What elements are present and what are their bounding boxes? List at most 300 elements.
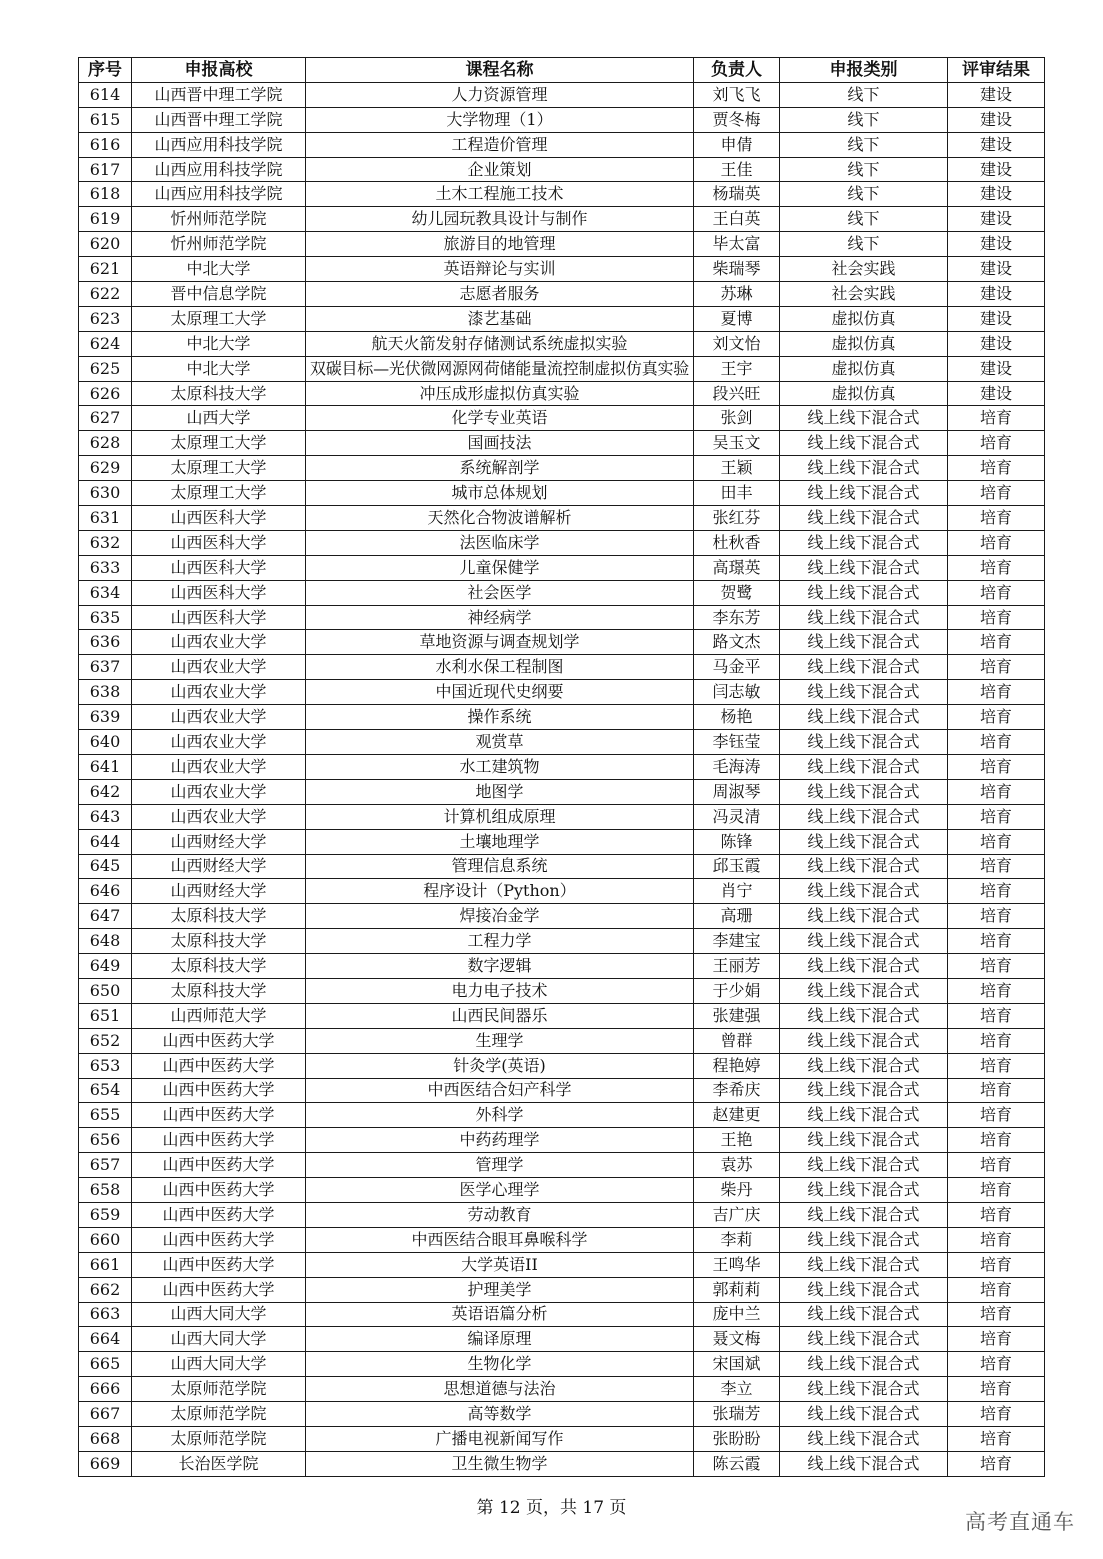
table-row xyxy=(79,580,1045,605)
cell-index: 635 xyxy=(79,605,132,630)
cell-school: 山西中医药大学 xyxy=(132,1128,306,1153)
cell-course: 医学心理学 xyxy=(306,1178,694,1203)
header-course: 课程名称 xyxy=(306,58,694,83)
cell-index: 618 xyxy=(79,182,132,207)
cell-course: 航天火箭发射存储测试系统虚拟实验 xyxy=(306,331,694,356)
cell-index: 631 xyxy=(79,506,132,531)
cell-school: 太原理工大学 xyxy=(132,431,306,456)
cell-school: 太原理工大学 xyxy=(132,306,306,331)
cell-category: 线下 xyxy=(780,132,948,157)
cell-school: 山西中医药大学 xyxy=(132,1202,306,1227)
table-row xyxy=(79,381,1045,406)
cell-category: 虚拟仿真 xyxy=(780,331,948,356)
table-row xyxy=(79,282,1045,307)
cell-course: 志愿者服务 xyxy=(306,282,694,307)
cell-category: 线上线下混合式 xyxy=(780,879,948,904)
cell-index: 622 xyxy=(79,282,132,307)
cell-course: 水利水保工程制图 xyxy=(306,655,694,680)
cell-result: 培育 xyxy=(948,630,1045,655)
cell-school: 山西医科大学 xyxy=(132,506,306,531)
table-row xyxy=(79,655,1045,680)
cell-index: 626 xyxy=(79,381,132,406)
cell-course: 地图学 xyxy=(306,779,694,804)
cell-result: 培育 xyxy=(948,779,1045,804)
cell-lead: 张盼盼 xyxy=(694,1426,780,1451)
cell-result: 培育 xyxy=(948,1402,1045,1427)
cell-school: 山西大同大学 xyxy=(132,1327,306,1352)
cell-school: 山西应用科技学院 xyxy=(132,132,306,157)
cell-result: 建设 xyxy=(948,132,1045,157)
cell-result: 培育 xyxy=(948,1277,1045,1302)
cell-index: 636 xyxy=(79,630,132,655)
table-row xyxy=(79,1028,1045,1053)
cell-school: 山西中医药大学 xyxy=(132,1277,306,1302)
cell-school: 山西农业大学 xyxy=(132,630,306,655)
cell-school: 山西晋中理工学院 xyxy=(132,107,306,132)
cell-index: 641 xyxy=(79,754,132,779)
cell-index: 656 xyxy=(79,1128,132,1153)
cell-result: 培育 xyxy=(948,1028,1045,1053)
table-row xyxy=(79,1402,1045,1427)
cell-index: 621 xyxy=(79,257,132,282)
cell-category: 虚拟仿真 xyxy=(780,381,948,406)
cell-course: 数字逻辑 xyxy=(306,954,694,979)
cell-lead: 杜秋香 xyxy=(694,530,780,555)
table-row xyxy=(79,1128,1045,1153)
cell-result: 培育 xyxy=(948,1352,1045,1377)
cell-result: 培育 xyxy=(948,954,1045,979)
cell-result: 建设 xyxy=(948,331,1045,356)
cell-lead: 袁苏 xyxy=(694,1153,780,1178)
cell-school: 太原师范学院 xyxy=(132,1426,306,1451)
table-row xyxy=(79,132,1045,157)
cell-school: 中北大学 xyxy=(132,356,306,381)
table-row xyxy=(79,879,1045,904)
cell-lead: 李建宝 xyxy=(694,929,780,954)
cell-lead: 王丽芳 xyxy=(694,954,780,979)
header-lead: 负责人 xyxy=(694,58,780,83)
table-row xyxy=(79,904,1045,929)
cell-result: 培育 xyxy=(948,530,1045,555)
cell-course: 编译原理 xyxy=(306,1327,694,1352)
cell-index: 657 xyxy=(79,1153,132,1178)
cell-index: 640 xyxy=(79,730,132,755)
cell-lead: 张建强 xyxy=(694,1003,780,1028)
table-row xyxy=(79,530,1045,555)
cell-school: 太原理工大学 xyxy=(132,481,306,506)
cell-course: 电力电子技术 xyxy=(306,978,694,1003)
cell-category: 线上线下混合式 xyxy=(780,1252,948,1277)
cell-lead: 王鸣华 xyxy=(694,1252,780,1277)
cell-lead: 肖宁 xyxy=(694,879,780,904)
cell-course: 双碳目标—光伏微网源网荷储能量流控制虚拟仿真实验 xyxy=(306,356,694,381)
cell-school: 山西农业大学 xyxy=(132,655,306,680)
cell-result: 培育 xyxy=(948,1178,1045,1203)
cell-course: 城市总体规划 xyxy=(306,481,694,506)
cell-index: 627 xyxy=(79,406,132,431)
cell-index: 655 xyxy=(79,1103,132,1128)
cell-lead: 贾冬梅 xyxy=(694,107,780,132)
cell-result: 培育 xyxy=(948,730,1045,755)
cell-school: 山西财经大学 xyxy=(132,829,306,854)
cell-course: 化学专业英语 xyxy=(306,406,694,431)
table-row xyxy=(79,456,1045,481)
cell-lead: 王白英 xyxy=(694,207,780,232)
header-index: 序号 xyxy=(79,58,132,83)
cell-result: 培育 xyxy=(948,1128,1045,1153)
cell-index: 652 xyxy=(79,1028,132,1053)
table-row xyxy=(79,555,1045,580)
cell-index: 661 xyxy=(79,1252,132,1277)
cell-course: 生物化学 xyxy=(306,1352,694,1377)
table-row xyxy=(79,331,1045,356)
cell-category: 线上线下混合式 xyxy=(780,829,948,854)
cell-course: 天然化合物波谱解析 xyxy=(306,506,694,531)
cell-school: 山西师范大学 xyxy=(132,1003,306,1028)
cell-category: 线上线下混合式 xyxy=(780,456,948,481)
cell-index: 664 xyxy=(79,1327,132,1352)
cell-category: 线下 xyxy=(780,182,948,207)
cell-course: 高等数学 xyxy=(306,1402,694,1427)
table-row xyxy=(79,1202,1045,1227)
cell-course: 计算机组成原理 xyxy=(306,804,694,829)
cell-index: 628 xyxy=(79,431,132,456)
table-row xyxy=(79,506,1045,531)
cell-lead: 陈云霞 xyxy=(694,1451,780,1476)
cell-school: 山西农业大学 xyxy=(132,730,306,755)
cell-lead: 杨艳 xyxy=(694,705,780,730)
cell-lead: 段兴旺 xyxy=(694,381,780,406)
cell-lead: 周淑琴 xyxy=(694,779,780,804)
cell-category: 线上线下混合式 xyxy=(780,1451,948,1476)
cell-course: 企业策划 xyxy=(306,157,694,182)
cell-category: 线上线下混合式 xyxy=(780,904,948,929)
cell-index: 651 xyxy=(79,1003,132,1028)
cell-index: 617 xyxy=(79,157,132,182)
cell-lead: 毛海涛 xyxy=(694,754,780,779)
cell-lead: 邱玉霞 xyxy=(694,854,780,879)
cell-index: 614 xyxy=(79,82,132,107)
cell-lead: 张剑 xyxy=(694,406,780,431)
table-row xyxy=(79,680,1045,705)
cell-course: 水工建筑物 xyxy=(306,754,694,779)
cell-lead: 王艳 xyxy=(694,1128,780,1153)
cell-school: 山西应用科技学院 xyxy=(132,182,306,207)
cell-course: 护理美学 xyxy=(306,1277,694,1302)
cell-school: 山西农业大学 xyxy=(132,779,306,804)
table-row xyxy=(79,804,1045,829)
cell-index: 644 xyxy=(79,829,132,854)
cell-lead: 路文杰 xyxy=(694,630,780,655)
table-row xyxy=(79,1327,1045,1352)
table-row xyxy=(79,82,1045,107)
cell-index: 639 xyxy=(79,705,132,730)
cell-school: 中北大学 xyxy=(132,331,306,356)
cell-index: 615 xyxy=(79,107,132,132)
cell-result: 建设 xyxy=(948,157,1045,182)
cell-course: 程序设计（Python） xyxy=(306,879,694,904)
cell-result: 建设 xyxy=(948,182,1045,207)
cell-course: 土壤地理学 xyxy=(306,829,694,854)
cell-result: 建设 xyxy=(948,232,1045,257)
cell-index: 667 xyxy=(79,1402,132,1427)
cell-index: 663 xyxy=(79,1302,132,1327)
cell-course: 管理信息系统 xyxy=(306,854,694,879)
cell-category: 线上线下混合式 xyxy=(780,754,948,779)
cell-result: 培育 xyxy=(948,929,1045,954)
cell-lead: 毕太富 xyxy=(694,232,780,257)
table-row xyxy=(79,954,1045,979)
table-row xyxy=(79,854,1045,879)
table-row xyxy=(79,829,1045,854)
cell-result: 培育 xyxy=(948,655,1045,680)
table-row xyxy=(79,356,1045,381)
cell-school: 太原科技大学 xyxy=(132,381,306,406)
cell-result: 培育 xyxy=(948,605,1045,630)
cell-category: 线上线下混合式 xyxy=(780,1227,948,1252)
table-row xyxy=(79,929,1045,954)
cell-result: 培育 xyxy=(948,555,1045,580)
cell-course: 管理学 xyxy=(306,1153,694,1178)
cell-school: 山西中医药大学 xyxy=(132,1252,306,1277)
cell-category: 线下 xyxy=(780,82,948,107)
cell-result: 培育 xyxy=(948,829,1045,854)
cell-lead: 张红芬 xyxy=(694,506,780,531)
cell-course: 山西民间器乐 xyxy=(306,1003,694,1028)
cell-category: 虚拟仿真 xyxy=(780,306,948,331)
cell-index: 660 xyxy=(79,1227,132,1252)
cell-lead: 于少娟 xyxy=(694,978,780,1003)
cell-category: 线上线下混合式 xyxy=(780,854,948,879)
table-row xyxy=(79,730,1045,755)
cell-result: 培育 xyxy=(948,754,1045,779)
cell-course: 法医临床学 xyxy=(306,530,694,555)
cell-result: 建设 xyxy=(948,381,1045,406)
cell-lead: 苏琳 xyxy=(694,282,780,307)
cell-course: 针灸学(英语) xyxy=(306,1053,694,1078)
cell-course: 大学英语II xyxy=(306,1252,694,1277)
cell-lead: 闫志敏 xyxy=(694,680,780,705)
cell-result: 培育 xyxy=(948,1053,1045,1078)
cell-index: 653 xyxy=(79,1053,132,1078)
cell-index: 669 xyxy=(79,1451,132,1476)
cell-result: 建设 xyxy=(948,107,1045,132)
cell-index: 643 xyxy=(79,804,132,829)
cell-course: 系统解剖学 xyxy=(306,456,694,481)
cell-lead: 庞中兰 xyxy=(694,1302,780,1327)
cell-category: 线上线下混合式 xyxy=(780,506,948,531)
cell-category: 线上线下混合式 xyxy=(780,1426,948,1451)
cell-category: 线上线下混合式 xyxy=(780,1153,948,1178)
cell-lead: 李立 xyxy=(694,1377,780,1402)
table-row xyxy=(79,605,1045,630)
table-row xyxy=(79,431,1045,456)
cell-school: 山西晋中理工学院 xyxy=(132,82,306,107)
table-row xyxy=(79,1252,1045,1277)
cell-course: 大学物理（1） xyxy=(306,107,694,132)
cell-category: 线上线下混合式 xyxy=(780,779,948,804)
cell-school: 山西大同大学 xyxy=(132,1302,306,1327)
cell-course: 外科学 xyxy=(306,1103,694,1128)
cell-school: 山西财经大学 xyxy=(132,879,306,904)
table-row xyxy=(79,1053,1045,1078)
cell-lead: 王佳 xyxy=(694,157,780,182)
cell-result: 建设 xyxy=(948,82,1045,107)
cell-lead: 杨瑞英 xyxy=(694,182,780,207)
cell-category: 线上线下混合式 xyxy=(780,680,948,705)
cell-category: 线上线下混合式 xyxy=(780,1028,948,1053)
cell-course: 中药药理学 xyxy=(306,1128,694,1153)
cell-result: 培育 xyxy=(948,1003,1045,1028)
cell-school: 忻州师范学院 xyxy=(132,207,306,232)
cell-result: 培育 xyxy=(948,1078,1045,1103)
cell-school: 山西中医药大学 xyxy=(132,1053,306,1078)
cell-category: 线上线下混合式 xyxy=(780,1327,948,1352)
cell-category: 线上线下混合式 xyxy=(780,705,948,730)
cell-lead: 陈锋 xyxy=(694,829,780,854)
cell-lead: 申倩 xyxy=(694,132,780,157)
table-row xyxy=(79,1003,1045,1028)
cell-school: 山西大同大学 xyxy=(132,1352,306,1377)
cell-index: 648 xyxy=(79,929,132,954)
cell-lead: 张瑞芳 xyxy=(694,1402,780,1427)
table-row xyxy=(79,107,1045,132)
cell-index: 625 xyxy=(79,356,132,381)
cell-result: 培育 xyxy=(948,904,1045,929)
cell-index: 620 xyxy=(79,232,132,257)
cell-course: 儿童保健学 xyxy=(306,555,694,580)
table-row xyxy=(79,481,1045,506)
cell-result: 培育 xyxy=(948,854,1045,879)
cell-index: 654 xyxy=(79,1078,132,1103)
cell-category: 线上线下混合式 xyxy=(780,1377,948,1402)
course-table xyxy=(78,57,1045,1477)
cell-index: 632 xyxy=(79,530,132,555)
cell-lead: 聂文梅 xyxy=(694,1327,780,1352)
cell-result: 培育 xyxy=(948,680,1045,705)
cell-index: 659 xyxy=(79,1202,132,1227)
cell-result: 培育 xyxy=(948,406,1045,431)
cell-index: 658 xyxy=(79,1178,132,1203)
cell-course: 劳动教育 xyxy=(306,1202,694,1227)
table-row xyxy=(79,406,1045,431)
cell-category: 线上线下混合式 xyxy=(780,1003,948,1028)
cell-school: 山西农业大学 xyxy=(132,705,306,730)
cell-lead: 冯灵清 xyxy=(694,804,780,829)
cell-school: 山西医科大学 xyxy=(132,530,306,555)
cell-lead: 柴丹 xyxy=(694,1178,780,1203)
cell-index: 650 xyxy=(79,978,132,1003)
table-row xyxy=(79,1103,1045,1128)
cell-school: 太原师范学院 xyxy=(132,1402,306,1427)
header-school: 申报高校 xyxy=(132,58,306,83)
cell-lead: 郭莉莉 xyxy=(694,1277,780,1302)
cell-category: 线上线下混合式 xyxy=(780,1078,948,1103)
cell-lead: 高璟英 xyxy=(694,555,780,580)
table-row xyxy=(79,1451,1045,1476)
cell-result: 培育 xyxy=(948,1451,1045,1476)
table-row xyxy=(79,1377,1045,1402)
table-row xyxy=(79,1078,1045,1103)
cell-course: 人力资源管理 xyxy=(306,82,694,107)
table-row xyxy=(79,1178,1045,1203)
table-row xyxy=(79,1426,1045,1451)
cell-result: 培育 xyxy=(948,804,1045,829)
cell-course: 广播电视新闻写作 xyxy=(306,1426,694,1451)
cell-index: 642 xyxy=(79,779,132,804)
cell-result: 培育 xyxy=(948,481,1045,506)
cell-result: 建设 xyxy=(948,207,1045,232)
cell-course: 神经病学 xyxy=(306,605,694,630)
cell-lead: 李莉 xyxy=(694,1227,780,1252)
cell-result: 培育 xyxy=(948,1377,1045,1402)
cell-lead: 赵建更 xyxy=(694,1103,780,1128)
cell-lead: 李东芳 xyxy=(694,605,780,630)
cell-lead: 马金平 xyxy=(694,655,780,680)
cell-category: 线上线下混合式 xyxy=(780,1277,948,1302)
cell-school: 太原理工大学 xyxy=(132,456,306,481)
cell-course: 草地资源与调查规划学 xyxy=(306,630,694,655)
page-number: 第 12 页，共 17 页 xyxy=(476,1498,627,1518)
table-body xyxy=(79,82,1045,1476)
cell-category: 线下 xyxy=(780,107,948,132)
cell-result: 培育 xyxy=(948,431,1045,456)
cell-school: 山西医科大学 xyxy=(132,605,306,630)
cell-course: 中西医结合眼耳鼻喉科学 xyxy=(306,1227,694,1252)
cell-category: 线上线下混合式 xyxy=(780,978,948,1003)
table-row xyxy=(79,1277,1045,1302)
cell-course: 生理学 xyxy=(306,1028,694,1053)
cell-index: 662 xyxy=(79,1277,132,1302)
cell-course: 英语辩论与实训 xyxy=(306,257,694,282)
cell-school: 山西农业大学 xyxy=(132,754,306,779)
cell-index: 633 xyxy=(79,555,132,580)
cell-school: 山西农业大学 xyxy=(132,680,306,705)
table-row xyxy=(79,232,1045,257)
cell-category: 线上线下混合式 xyxy=(780,605,948,630)
cell-category: 线上线下混合式 xyxy=(780,580,948,605)
cell-result: 培育 xyxy=(948,1426,1045,1451)
table-row xyxy=(79,207,1045,232)
cell-course: 旅游目的地管理 xyxy=(306,232,694,257)
cell-category: 线上线下混合式 xyxy=(780,481,948,506)
table-row xyxy=(79,182,1045,207)
table-header-row xyxy=(79,58,1045,83)
table-row xyxy=(79,978,1045,1003)
cell-result: 培育 xyxy=(948,1252,1045,1277)
cell-course: 中国近现代史纲要 xyxy=(306,680,694,705)
cell-result: 培育 xyxy=(948,506,1045,531)
cell-school: 山西中医药大学 xyxy=(132,1103,306,1128)
cell-lead: 李希庆 xyxy=(694,1078,780,1103)
header-result: 评审结果 xyxy=(948,58,1045,83)
table-row xyxy=(79,630,1045,655)
cell-category: 社会实践 xyxy=(780,282,948,307)
cell-lead: 李钰莹 xyxy=(694,730,780,755)
cell-school: 太原科技大学 xyxy=(132,978,306,1003)
table-row xyxy=(79,257,1045,282)
cell-lead: 夏博 xyxy=(694,306,780,331)
cell-course: 中西医结合妇产科学 xyxy=(306,1078,694,1103)
cell-course: 焊接冶金学 xyxy=(306,904,694,929)
cell-course: 卫生微生物学 xyxy=(306,1451,694,1476)
cell-index: 630 xyxy=(79,481,132,506)
cell-lead: 吉广庆 xyxy=(694,1202,780,1227)
cell-course: 工程造价管理 xyxy=(306,132,694,157)
cell-lead: 吴玉文 xyxy=(694,431,780,456)
cell-school: 太原科技大学 xyxy=(132,929,306,954)
cell-course: 思想道德与法治 xyxy=(306,1377,694,1402)
